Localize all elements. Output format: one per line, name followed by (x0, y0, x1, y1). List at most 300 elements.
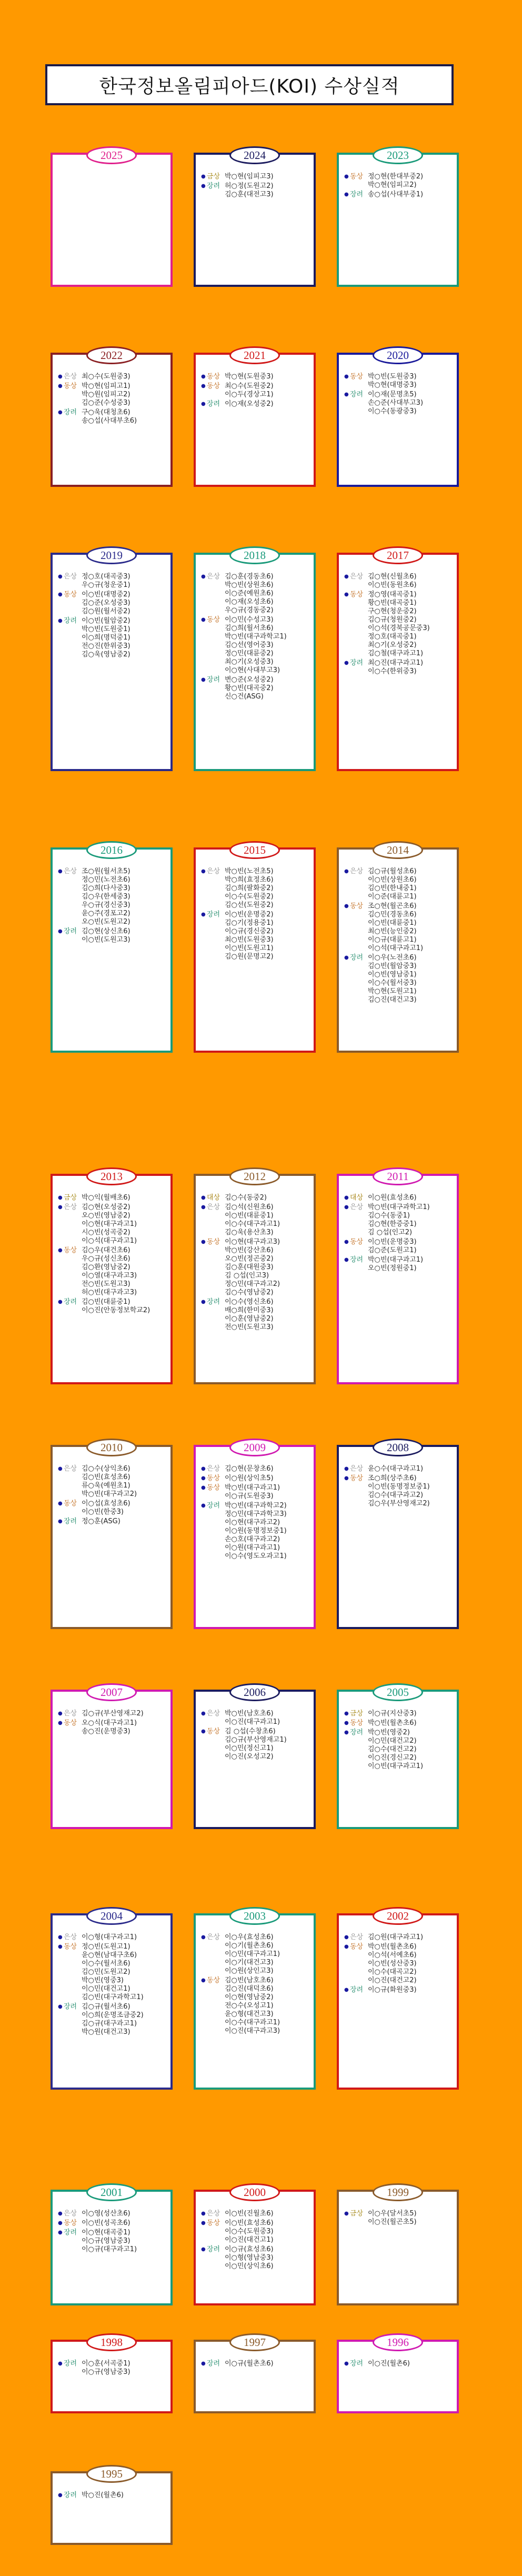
winner-name: 김○욱(용산초3) (225, 1229, 274, 1236)
winner-name: 김○수(동중2) (225, 1194, 267, 1202)
winner-list (368, 191, 423, 199)
award-group (58, 1517, 165, 1526)
winner-list (368, 1194, 417, 1202)
award-level: 은상 (350, 1465, 364, 1473)
winner-name: 김○준(오성중3) (82, 599, 130, 607)
award-level: 대상 (207, 1194, 220, 1202)
year-badge: 2000 (229, 2183, 280, 2201)
year-badge: 2021 (229, 346, 280, 364)
winner-name: 이○빈(월암중2) (82, 617, 130, 625)
award-card-2004 (51, 1909, 173, 2090)
winner-name: 김○원(대구과고1) (368, 1933, 424, 1941)
winner-name: 김○수(상익초6) (82, 1465, 130, 1473)
bullet-icon: ● (58, 1711, 63, 1716)
year-badge: 2003 (229, 1907, 280, 1925)
winner-list (368, 1729, 423, 1771)
winner-name: 이○규(대륜고1) (368, 936, 417, 944)
winner-name: 이○수(영도오과고1) (225, 1552, 287, 1560)
award-card-2019 (51, 548, 173, 771)
winner-list (368, 573, 417, 590)
winner-name: 정○민(대륜중2) (225, 650, 274, 657)
winner-name: 김○준(도원고1) (368, 1246, 417, 1254)
winner-list (82, 1465, 137, 1499)
award-card-2009 (194, 1441, 316, 1629)
winner-name: 김○우(대건초6) (82, 1246, 130, 1254)
bullet-icon: ● (344, 374, 349, 380)
award-group (201, 1976, 308, 2035)
award-group (201, 2360, 308, 2368)
winner-name: 김○훈(대전고3) (225, 191, 274, 198)
winner-list (368, 173, 423, 189)
winner-name: 이○빈(동명정보중1) (368, 1483, 430, 1491)
award-level: 동상 (350, 1238, 364, 1246)
year-badge: 1999 (373, 2183, 423, 2201)
winner-name: 황○빈(대곡중2) (225, 684, 274, 692)
winner-name: 이○빈(성곡초6) (82, 2219, 130, 2227)
bullet-icon: ● (344, 592, 349, 597)
winner-list (82, 2210, 130, 2218)
award-level: 장려 (64, 2360, 77, 2368)
winner-name: 이○원(동명정보중1) (225, 1527, 287, 1535)
winner-name: 이○기(월촌초6) (225, 1942, 274, 1950)
bullet-icon: ● (58, 1195, 63, 1201)
winner-list (225, 2219, 274, 2244)
bullet-icon: ● (58, 574, 63, 580)
bullet-icon: ● (201, 1729, 206, 1734)
winner-name: 김○환(영남중2) (82, 1263, 130, 1271)
award-group (58, 927, 165, 944)
award-level: 장려 (64, 1298, 77, 1306)
award-level: 대상 (350, 1194, 364, 1202)
year-badge: 2007 (86, 1683, 137, 1701)
winner-list (82, 1500, 130, 1516)
winner-list (225, 2360, 274, 2368)
award-group (344, 1933, 451, 1942)
winner-name: 이○석(대구과고1) (82, 1237, 137, 1245)
award-group (344, 1203, 451, 1237)
winner-list (368, 659, 423, 676)
winner-name: 이○원(효성초6) (368, 1194, 417, 1202)
award-group (201, 1298, 308, 1332)
winner-name: 이○민(대구과고1) (225, 1950, 280, 1958)
bullet-icon: ● (344, 1195, 349, 1201)
award-card-2000 (194, 2185, 316, 2305)
winner-name: 김○수(영남중2) (225, 1289, 274, 1296)
bullet-icon: ● (344, 1934, 349, 1940)
winner-list (368, 1710, 417, 1718)
bullet-icon: ● (58, 2220, 63, 2226)
winner-list (82, 2360, 130, 2377)
winner-list (225, 1238, 280, 1297)
award-group (201, 400, 308, 408)
winner-list (368, 391, 423, 416)
bullet-icon: ● (344, 1257, 349, 1263)
winner-name: 이○재(문명초5) (368, 391, 417, 398)
award-level: 은상 (64, 373, 77, 381)
award-group (201, 676, 308, 701)
bullet-icon: ● (344, 1239, 349, 1245)
award-level: 장려 (350, 391, 364, 398)
bullet-icon: ● (344, 192, 349, 197)
winner-name: 김 ○섭(인고3) (225, 1272, 269, 1280)
winner-name: 이○현(대구과고1) (82, 1220, 137, 1228)
winner-name: 이○열(대구과고3) (82, 1272, 137, 1280)
award-level: 동상 (207, 1976, 220, 1984)
winner-name: 이○규(경신중2) (225, 927, 274, 935)
winner-name: 박○진(월촌6) (82, 2491, 124, 2499)
winner-name: 김○규(부산영재고1) (225, 1736, 287, 1744)
award-card-2011 (337, 1170, 459, 1384)
winner-name: 이○규(대구과고1) (82, 2245, 137, 2253)
bullet-icon: ● (344, 1475, 349, 1481)
winner-list (82, 617, 130, 659)
winner-name: 이○우(달서초5) (368, 2210, 417, 2218)
winner-list (225, 1502, 287, 1561)
winner-name: 최○기(오성중3) (225, 658, 274, 666)
award-level: 동상 (207, 382, 220, 390)
winner-name: 이○현(영남중2) (225, 1993, 274, 2001)
award-level: 장려 (350, 1729, 364, 1736)
bullet-icon: ● (344, 1987, 349, 1993)
award-group (201, 382, 308, 399)
award-level: 장려 (350, 2360, 364, 2368)
award-level: 동상 (350, 373, 364, 381)
award-group (344, 591, 451, 658)
winner-list (368, 591, 430, 658)
winner-list (225, 400, 274, 408)
bullet-icon: ● (58, 1720, 63, 1726)
winner-name: 김○수(동중1) (368, 1212, 410, 1220)
award-level: 장려 (64, 2003, 77, 2011)
winner-name: 김○희(다사중3) (82, 884, 130, 892)
bullet-icon: ● (58, 2492, 63, 2498)
award-level: 동상 (64, 1246, 77, 1254)
winner-name: 이○빈(성산중3) (368, 1960, 417, 1968)
bullet-icon: ● (201, 2220, 206, 2226)
award-card-2012 (194, 1170, 316, 1384)
winner-list (368, 1933, 423, 1942)
award-level: 장려 (350, 954, 364, 962)
winner-name: 이○진(대구과고3) (225, 2027, 280, 2035)
award-group (201, 173, 308, 181)
award-level: 은상 (64, 573, 77, 581)
winner-name: 이○빈(운명중3) (368, 1238, 417, 1246)
award-level: 장려 (64, 2229, 77, 2236)
year-badge: 2009 (229, 1439, 280, 1456)
winner-name: 김○현(문창초6) (225, 1465, 274, 1473)
winner-list (225, 1728, 287, 1761)
award-level: 동상 (350, 173, 364, 181)
winner-list (225, 616, 287, 675)
winner-name: 박○빈(월촌초6) (368, 1719, 417, 1727)
bullet-icon: ● (58, 1519, 63, 1524)
winner-name: 김○철(대구과고1) (368, 650, 424, 657)
winner-name: 조○희(상주초6) (368, 1474, 417, 1482)
winner-list (368, 1465, 423, 1473)
winner-list (368, 1474, 430, 1508)
award-level: 은상 (350, 573, 364, 581)
winner-name: 박○빈(노전초5) (225, 867, 274, 875)
winner-name: 이○현(대구과고3) (225, 1238, 280, 1246)
winner-name: 이○빈(진월초6) (225, 2210, 274, 2218)
winner-name: 이○수(대곡고2) (368, 1968, 417, 1976)
award-group (344, 373, 451, 390)
winner-name: 이○원(대구과고1) (225, 1544, 280, 1552)
winner-list (368, 1986, 417, 1994)
winner-name: 조○원(월서초5) (82, 867, 130, 875)
award-card-1998 (51, 2335, 173, 2413)
winner-name: 김○민(경동초6) (368, 911, 417, 918)
winner-name: 이○진(경신고2) (368, 1754, 417, 1762)
winner-name: 김○빈(효성초6) (82, 1473, 130, 1481)
winner-name: 이○빈(영남중1) (368, 971, 417, 979)
winner-name: 김○우(한세중3) (82, 893, 130, 901)
winner-name: 시○빈(성곡중2) (82, 1229, 130, 1236)
bullet-icon: ● (201, 617, 206, 623)
award-level: 동상 (207, 1484, 220, 1492)
winner-list (82, 2491, 124, 2500)
award-level: 장려 (350, 1986, 364, 1994)
year-badge: 2016 (86, 841, 137, 859)
bullet-icon: ● (201, 183, 206, 189)
winner-name: 이○현(사대부고3) (225, 666, 280, 674)
winner-name: 이○석(대구과고1) (368, 944, 424, 952)
winner-name: 정○민(대구과학고3) (225, 1510, 287, 1518)
winner-name: 윤○형(대건고3) (225, 2010, 274, 2018)
winner-name: 이○희(명덕중1) (82, 634, 130, 642)
award-level: 장려 (207, 676, 220, 684)
award-group (58, 1500, 165, 1516)
winner-name: 최○기(오성중2) (368, 641, 417, 649)
bullet-icon: ● (344, 1730, 349, 1735)
award-level: 장려 (350, 191, 364, 198)
winner-name: 이○진(월촌6) (368, 2360, 410, 2368)
winner-name: 박○익(월배초6) (82, 1194, 130, 1202)
bullet-icon: ● (344, 1204, 349, 1210)
award-group (58, 1943, 165, 2002)
winner-name: 전○수(오성고1) (225, 2002, 274, 2010)
bullet-icon: ● (344, 868, 349, 874)
award-card-2003 (194, 1909, 316, 2090)
winner-list (82, 2003, 144, 2036)
winner-list (368, 1943, 417, 1985)
award-level: 은상 (207, 1933, 220, 1941)
winner-name: 김○규(대구과고1) (82, 2020, 137, 2028)
bullet-icon: ● (58, 383, 63, 389)
winner-name: 김○현(신월초6) (368, 573, 417, 581)
award-level: 은상 (64, 2210, 77, 2218)
winner-list (225, 1474, 274, 1483)
bullet-icon: ● (201, 677, 206, 683)
winner-list (225, 1976, 280, 2035)
winner-name: 김○석(신원초6) (225, 1203, 274, 1211)
winner-name: 김○훈(대원중3) (225, 1263, 274, 1271)
winner-name: 이○빈(대구과고1) (368, 1762, 424, 1770)
winner-name: 이○빈(운명중2) (225, 911, 274, 918)
bullet-icon: ● (58, 2361, 63, 2367)
winner-name: 김○빈(한내중1) (368, 884, 417, 892)
winner-name: 이○재(오성중2) (225, 400, 274, 408)
winner-name: 박○빈(도원중3) (368, 373, 417, 381)
award-card-2007 (51, 1685, 173, 1829)
winner-name: 이○수(대구과고1) (225, 2019, 280, 2026)
winner-name: 박○빈(대구과학고2) (225, 1502, 287, 1510)
award-level: 장려 (207, 182, 220, 190)
award-group (344, 1729, 451, 1771)
winner-name: 이○빈(대륜중1) (225, 1212, 274, 1220)
award-group (58, 1933, 165, 1942)
winner-name: 이○진(대구과고1) (225, 1718, 280, 1726)
award-group (201, 1238, 308, 1297)
award-card-2001 (51, 2185, 173, 2305)
winner-name: 전○빈(도원고3) (82, 1280, 130, 1288)
award-group (344, 902, 451, 953)
award-group (201, 1710, 308, 1726)
year-badge: 2008 (373, 1439, 423, 1456)
winner-name: 김○현(상신초6) (82, 927, 130, 935)
winner-name: 이○섭(효성초6) (82, 1500, 130, 1507)
award-level: 장려 (207, 2360, 220, 2368)
winner-name: 김○수(대구과고2) (368, 1491, 424, 1499)
award-group (58, 1203, 165, 1245)
award-card-1995 (51, 2467, 173, 2545)
year-badge: 2019 (86, 546, 137, 564)
winner-name: 박○빈(영중3) (82, 1976, 124, 1984)
winner-list (82, 373, 130, 381)
bullet-icon: ● (58, 1247, 63, 1253)
winner-list (225, 1194, 267, 1202)
award-level: 동상 (64, 591, 77, 598)
winner-name: 이○민(수성고3) (225, 616, 274, 624)
winner-name: 이○진(오성고2) (225, 1753, 274, 1761)
winner-name: 김○빈(남호초6) (225, 1976, 274, 1984)
winner-name: 박○빈(강산초6) (225, 1246, 274, 1254)
winner-name: 오○식(대구과고1) (82, 1719, 137, 1727)
bullet-icon: ● (58, 2211, 63, 2216)
winner-list (368, 2360, 410, 2368)
winner-name: 이○규(효성초6) (225, 2245, 274, 2253)
award-level: 동상 (350, 902, 364, 910)
bullet-icon: ● (58, 2230, 63, 2235)
award-group (344, 1474, 451, 1508)
award-group (58, 1710, 165, 1718)
winner-name: 우○규(청운중1) (82, 581, 130, 589)
winner-name: 정○호(대곡중3) (82, 573, 130, 581)
winner-name: 김○현(한증중1) (368, 1220, 417, 1228)
award-group (344, 1238, 451, 1255)
bullet-icon: ● (344, 1466, 349, 1472)
winner-name: 최○수(도원중3) (82, 373, 130, 381)
award-group (58, 617, 165, 659)
award-card-2018 (194, 548, 316, 771)
award-card-2002 (337, 1909, 459, 2090)
winner-list (82, 1298, 150, 1315)
winner-name: 손○호(대구과고2) (225, 1535, 280, 1543)
award-group (344, 391, 451, 416)
year-badge: 2023 (373, 146, 423, 164)
winner-list (225, 382, 274, 399)
winner-list (82, 573, 130, 590)
winner-name: 이○규(도원중3) (225, 1492, 274, 1500)
winner-name: 오○빈(도원고2) (82, 918, 130, 926)
winner-list (82, 1943, 144, 2002)
bullet-icon: ● (58, 374, 63, 380)
bullet-icon: ● (201, 1485, 206, 1491)
winner-name: 오○빈(정원중1) (368, 1264, 417, 1272)
bullet-icon: ● (344, 1944, 349, 1950)
winner-name: 박○빈(대구과고1) (368, 1256, 424, 1264)
winner-name: 김○훈(경동초6) (225, 573, 274, 581)
winner-name: 박○희(효정초6) (225, 876, 274, 884)
winner-name: 이○수(대구과고1) (225, 1220, 280, 1228)
winner-name: 우○규(경동중2) (225, 606, 274, 614)
award-level: 은상 (350, 1203, 364, 1211)
award-group (201, 1474, 308, 1483)
winner-name: 김○수(대건고2) (368, 1745, 417, 1753)
winner-name: 김○욱(영남중2) (82, 651, 130, 658)
winner-name: 이○진(안동정보학교2) (82, 1306, 150, 1314)
winner-name: 이○민(대건고1) (82, 1985, 130, 1993)
winner-name: 전○진(한위중3) (82, 642, 130, 650)
year-badge: 1996 (373, 2333, 423, 2351)
bullet-icon: ● (58, 1934, 63, 1940)
winner-name: 이○형(대구과고1) (82, 1933, 137, 1941)
winner-name: 이○수(월서중3) (368, 979, 417, 987)
award-level: 장려 (207, 911, 220, 918)
winner-list (82, 2219, 130, 2228)
award-group (58, 1298, 165, 1315)
award-level: 동상 (207, 373, 220, 381)
bullet-icon: ● (58, 2004, 63, 2010)
winner-name: 정○훈(ASG) (82, 1517, 121, 1525)
award-group (58, 2229, 165, 2254)
bullet-icon: ● (58, 1299, 63, 1305)
bullet-icon: ● (201, 1299, 206, 1305)
award-group (58, 2003, 165, 2036)
year-badge: 1997 (229, 2333, 280, 2351)
bullet-icon: ● (58, 1466, 63, 1472)
winner-list (225, 676, 274, 701)
award-group (58, 382, 165, 407)
winner-name: 김○우(부산영재고2) (368, 1500, 430, 1507)
winner-name: 정○현(한대부중2) (368, 173, 424, 181)
award-card-2014 (337, 843, 459, 1053)
winner-list (82, 1710, 144, 1718)
winner-name: 박○빈(대구과학고1) (368, 1203, 430, 1211)
award-level: 장려 (207, 400, 220, 408)
winner-name: 박○빈(상원초6) (225, 581, 274, 589)
bullet-icon: ● (58, 868, 63, 874)
award-group (58, 373, 165, 381)
winner-name: 김○빈(대륜중1) (82, 1298, 130, 1306)
award-level: 금상 (350, 2210, 364, 2218)
award-group (201, 911, 308, 961)
winner-name: 박○현(임피고2) (368, 181, 417, 189)
award-level: 장려 (64, 617, 77, 625)
year-badge: 2012 (229, 1167, 280, 1185)
winner-name: 송○진(운명중3) (82, 1728, 130, 1735)
winner-list (82, 927, 130, 944)
award-level: 동상 (350, 1719, 364, 1727)
award-level: 장려 (64, 408, 77, 416)
winner-name: 이○준(대륜고1) (368, 893, 417, 901)
winner-name: 이○수(동광중3) (368, 407, 417, 415)
winner-name: 이○원(상익초5) (225, 1474, 274, 1482)
award-card-1997 (194, 2335, 316, 2413)
award-level: 은상 (64, 1203, 77, 1211)
winner-name: 우○규(경신중3) (82, 901, 130, 909)
award-level: 은상 (207, 2210, 220, 2218)
